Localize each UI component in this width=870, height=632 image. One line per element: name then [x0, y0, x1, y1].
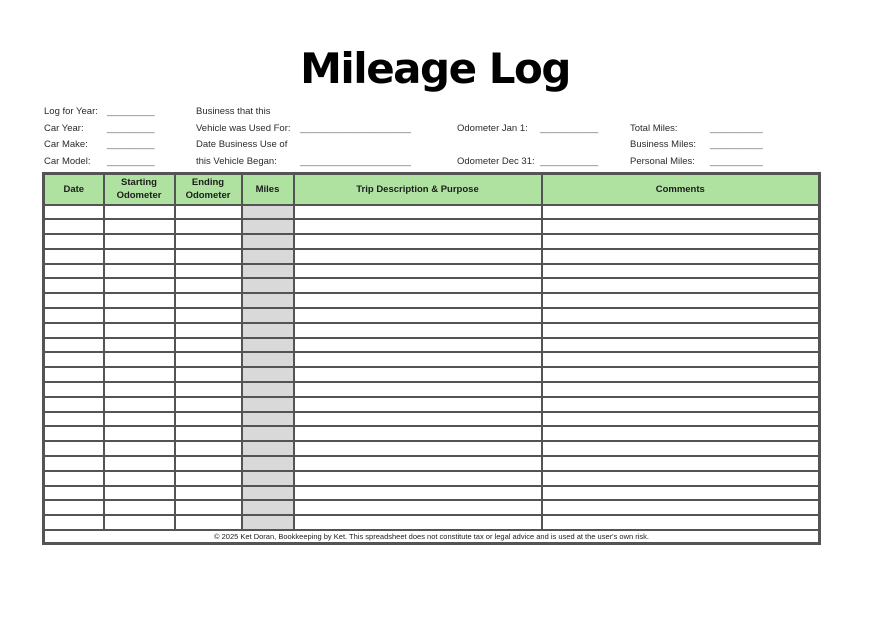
table-row: [44, 234, 820, 249]
table-row: [44, 278, 820, 293]
log-for-year-label: Log for Year:: [44, 106, 98, 117]
cell-comments[interactable]: [542, 352, 820, 367]
cell-ending_odometer[interactable]: [175, 486, 242, 501]
table-row: [44, 293, 820, 308]
business-miles-label: Business Miles:: [630, 139, 696, 150]
table-row: [44, 486, 820, 501]
header-date: [44, 174, 104, 205]
business-used-label-line1: Business that this: [196, 106, 271, 117]
cell-trip_description[interactable]: [294, 471, 542, 486]
cell-starting_odometer[interactable]: [104, 264, 175, 279]
header-trip-description: [294, 174, 542, 205]
cell-ending_odometer[interactable]: [175, 338, 242, 353]
table-row: [44, 205, 820, 220]
cell-date[interactable]: [44, 352, 104, 367]
table-row: [44, 441, 820, 456]
cell-miles[interactable]: [242, 500, 294, 515]
cell-ending_odometer[interactable]: [175, 249, 242, 264]
cell-starting_odometer[interactable]: [104, 486, 175, 501]
cell-date[interactable]: [44, 234, 104, 249]
cell-starting_odometer[interactable]: [104, 367, 175, 382]
cell-starting_odometer[interactable]: [104, 352, 175, 367]
date-began-label-line2: this Vehicle Began:: [196, 156, 277, 167]
cell-date[interactable]: [44, 471, 104, 486]
total-miles-label: Total Miles:: [630, 123, 678, 134]
cell-ending_odometer[interactable]: [175, 205, 242, 220]
header-starting-odometer: [104, 174, 175, 205]
table-row: [44, 471, 820, 486]
cell-trip_description[interactable]: [294, 308, 542, 323]
cell-ending_odometer[interactable]: [175, 471, 242, 486]
cell-trip_description[interactable]: [294, 352, 542, 367]
cell-miles[interactable]: [242, 293, 294, 308]
cell-comments[interactable]: [542, 426, 820, 441]
header-date-label: Date: [63, 183, 85, 195]
cell-miles[interactable]: [242, 515, 294, 530]
cell-comments[interactable]: [542, 293, 820, 308]
header-comments: [542, 174, 820, 205]
header-miles-label: Miles: [255, 183, 280, 195]
odometer-jan1-blank[interactable]: ___________: [540, 123, 599, 134]
table-header-row: [44, 174, 820, 205]
cell-date[interactable]: [44, 264, 104, 279]
table-row: [44, 323, 820, 338]
cell-date[interactable]: [44, 500, 104, 515]
cell-comments[interactable]: [542, 234, 820, 249]
cell-miles[interactable]: [242, 412, 294, 427]
cell-date[interactable]: [44, 219, 104, 234]
cell-trip_description[interactable]: [294, 249, 542, 264]
cell-miles[interactable]: [242, 382, 294, 397]
cell-comments[interactable]: [542, 441, 820, 456]
cell-date[interactable]: [44, 323, 104, 338]
cell-ending_odometer[interactable]: [175, 323, 242, 338]
cell-miles[interactable]: [242, 397, 294, 412]
cell-date[interactable]: [44, 382, 104, 397]
cell-miles[interactable]: [242, 486, 294, 501]
cell-comments[interactable]: [542, 205, 820, 220]
cell-comments[interactable]: [542, 515, 820, 530]
cell-date[interactable]: [44, 367, 104, 382]
table-row: [44, 397, 820, 412]
cell-comments[interactable]: [542, 456, 820, 471]
header-miles: [242, 174, 294, 205]
table-row: [44, 264, 820, 279]
cell-trip_description[interactable]: [294, 367, 542, 382]
header-trip-label: Trip Description & Purpose: [356, 183, 479, 195]
cell-miles[interactable]: [242, 338, 294, 353]
cell-trip_description[interactable]: [294, 500, 542, 515]
cell-miles[interactable]: [242, 471, 294, 486]
cell-miles[interactable]: [242, 426, 294, 441]
cell-comments[interactable]: [542, 471, 820, 486]
cell-ending_odometer[interactable]: [175, 219, 242, 234]
cell-miles[interactable]: [242, 367, 294, 382]
cell-trip_description[interactable]: [294, 486, 542, 501]
cell-starting_odometer[interactable]: [104, 456, 175, 471]
cell-starting_odometer[interactable]: [104, 249, 175, 264]
car-year-label: Car Year:: [44, 123, 84, 134]
cell-starting_odometer[interactable]: [104, 441, 175, 456]
header-starting-line1: Starting: [121, 177, 157, 189]
cell-ending_odometer[interactable]: [175, 441, 242, 456]
cell-date[interactable]: [44, 308, 104, 323]
cell-miles[interactable]: [242, 278, 294, 293]
cell-starting_odometer[interactable]: [104, 293, 175, 308]
cell-comments[interactable]: [542, 249, 820, 264]
cell-miles[interactable]: [242, 323, 294, 338]
header-ending-odometer: [175, 174, 242, 205]
cell-comments[interactable]: [542, 219, 820, 234]
log-for-year-blank[interactable]: _________: [107, 106, 155, 117]
business-used-blank[interactable]: _____________________: [300, 123, 411, 134]
cell-miles[interactable]: [242, 205, 294, 220]
cell-comments[interactable]: [542, 278, 820, 293]
cell-miles[interactable]: [242, 308, 294, 323]
odometer-dec31-blank[interactable]: ___________: [540, 156, 599, 167]
cell-date[interactable]: [44, 441, 104, 456]
cell-comments[interactable]: [542, 412, 820, 427]
header-ending-line2: Odometer: [185, 190, 231, 202]
cell-ending_odometer[interactable]: [175, 352, 242, 367]
cell-trip_description[interactable]: [294, 264, 542, 279]
cell-trip_description[interactable]: [294, 412, 542, 427]
cell-miles[interactable]: [242, 441, 294, 456]
header-ending-line1: Ending: [191, 177, 225, 189]
cell-miles[interactable]: [242, 234, 294, 249]
header-comments-label: Comments: [655, 183, 705, 195]
cell-trip_description[interactable]: [294, 456, 542, 471]
cell-starting_odometer[interactable]: [104, 278, 175, 293]
cell-trip_description[interactable]: [294, 278, 542, 293]
cell-ending_odometer[interactable]: [175, 426, 242, 441]
cell-comments[interactable]: [542, 323, 820, 338]
date-began-label-line1: Date Business Use of: [196, 139, 288, 150]
table-row: [44, 500, 820, 515]
car-model-label: Car Model:: [44, 156, 91, 167]
cell-trip_description[interactable]: [294, 234, 542, 249]
cell-ending_odometer[interactable]: [175, 500, 242, 515]
cell-comments[interactable]: [542, 397, 820, 412]
cell-ending_odometer[interactable]: [175, 308, 242, 323]
cell-starting_odometer[interactable]: [104, 471, 175, 486]
cell-date[interactable]: [44, 205, 104, 220]
table-row: [44, 338, 820, 353]
cell-comments[interactable]: [542, 382, 820, 397]
mileage-table: [42, 172, 821, 545]
cell-miles[interactable]: [242, 352, 294, 367]
cell-ending_odometer[interactable]: [175, 456, 242, 471]
cell-date[interactable]: [44, 338, 104, 353]
cell-date[interactable]: [44, 278, 104, 293]
car-year-blank[interactable]: _________: [107, 123, 155, 134]
car-model-blank[interactable]: _________: [107, 156, 155, 167]
cell-starting_odometer[interactable]: [104, 338, 175, 353]
cell-miles[interactable]: [242, 219, 294, 234]
cell-starting_odometer[interactable]: [104, 308, 175, 323]
cell-starting_odometer[interactable]: [104, 382, 175, 397]
cell-trip_description[interactable]: [294, 219, 542, 234]
cell-ending_odometer[interactable]: [175, 278, 242, 293]
cell-starting_odometer[interactable]: [104, 412, 175, 427]
cell-comments[interactable]: [542, 367, 820, 382]
table-row: [44, 308, 820, 323]
cell-date[interactable]: [44, 412, 104, 427]
odometer-jan1-label: Odometer Jan 1:: [457, 123, 528, 134]
cell-date[interactable]: [44, 515, 104, 530]
table-row: [44, 426, 820, 441]
cell-trip_description[interactable]: [294, 441, 542, 456]
cell-trip_description[interactable]: [294, 515, 542, 530]
table-row: [44, 219, 820, 234]
cell-trip_description[interactable]: [294, 426, 542, 441]
cell-starting_odometer[interactable]: [104, 234, 175, 249]
car-make-label: Car Make:: [44, 139, 88, 150]
copyright-note: © 2025 Ket Doran, Bookkeeping by Ket. This spreadsheet does not constitute tax or legal advice and is used at the user's own risk.: [44, 530, 820, 543]
cell-trip_description[interactable]: [294, 323, 542, 338]
header-starting-line2: Odometer: [116, 190, 162, 202]
cell-date[interactable]: [44, 486, 104, 501]
cell-starting_odometer[interactable]: [104, 219, 175, 234]
cell-ending_odometer[interactable]: [175, 412, 242, 427]
personal-miles-blank[interactable]: __________: [710, 156, 763, 167]
cell-trip_description[interactable]: [294, 382, 542, 397]
cell-miles[interactable]: [242, 249, 294, 264]
table-body: [44, 205, 820, 531]
cell-ending_odometer[interactable]: [175, 367, 242, 382]
date-began-blank[interactable]: _____________________: [300, 156, 411, 167]
cell-trip_description[interactable]: [294, 338, 542, 353]
cell-starting_odometer[interactable]: [104, 323, 175, 338]
cell-ending_odometer[interactable]: [175, 293, 242, 308]
cell-comments[interactable]: [542, 500, 820, 515]
cell-ending_odometer[interactable]: [175, 382, 242, 397]
table-row: [44, 249, 820, 264]
page-title: Mileage Log: [300, 44, 570, 93]
cell-comments[interactable]: [542, 338, 820, 353]
cell-date[interactable]: [44, 426, 104, 441]
table-row: [44, 382, 820, 397]
cell-trip_description[interactable]: [294, 205, 542, 220]
cell-starting_odometer[interactable]: [104, 500, 175, 515]
cell-ending_odometer[interactable]: [175, 397, 242, 412]
business-used-label-line2: Vehicle was Used For:: [196, 123, 291, 134]
cell-ending_odometer[interactable]: [175, 515, 242, 530]
cell-miles[interactable]: [242, 264, 294, 279]
cell-starting_odometer[interactable]: [104, 515, 175, 530]
cell-date[interactable]: [44, 397, 104, 412]
cell-comments[interactable]: [542, 308, 820, 323]
table-row: [44, 515, 820, 530]
table-row: [44, 412, 820, 427]
cell-ending_odometer[interactable]: [175, 264, 242, 279]
car-make-blank[interactable]: _________: [107, 139, 155, 150]
table-row: [44, 367, 820, 382]
cell-date[interactable]: [44, 293, 104, 308]
cell-comments[interactable]: [542, 264, 820, 279]
odometer-dec31-label: Odometer Dec 31:: [457, 156, 535, 167]
cell-comments[interactable]: [542, 486, 820, 501]
cell-miles[interactable]: [242, 456, 294, 471]
business-miles-blank[interactable]: __________: [710, 139, 763, 150]
cell-starting_odometer[interactable]: [104, 426, 175, 441]
cell-starting_odometer[interactable]: [104, 397, 175, 412]
cell-trip_description[interactable]: [294, 397, 542, 412]
cell-ending_odometer[interactable]: [175, 234, 242, 249]
table-row: [44, 456, 820, 471]
cell-date[interactable]: [44, 249, 104, 264]
total-miles-blank[interactable]: __________: [710, 123, 763, 134]
cell-date[interactable]: [44, 456, 104, 471]
table-row: [44, 352, 820, 367]
cell-trip_description[interactable]: [294, 293, 542, 308]
personal-miles-label: Personal Miles:: [630, 156, 695, 167]
cell-starting_odometer[interactable]: [104, 205, 175, 220]
footer-row: [44, 530, 820, 543]
